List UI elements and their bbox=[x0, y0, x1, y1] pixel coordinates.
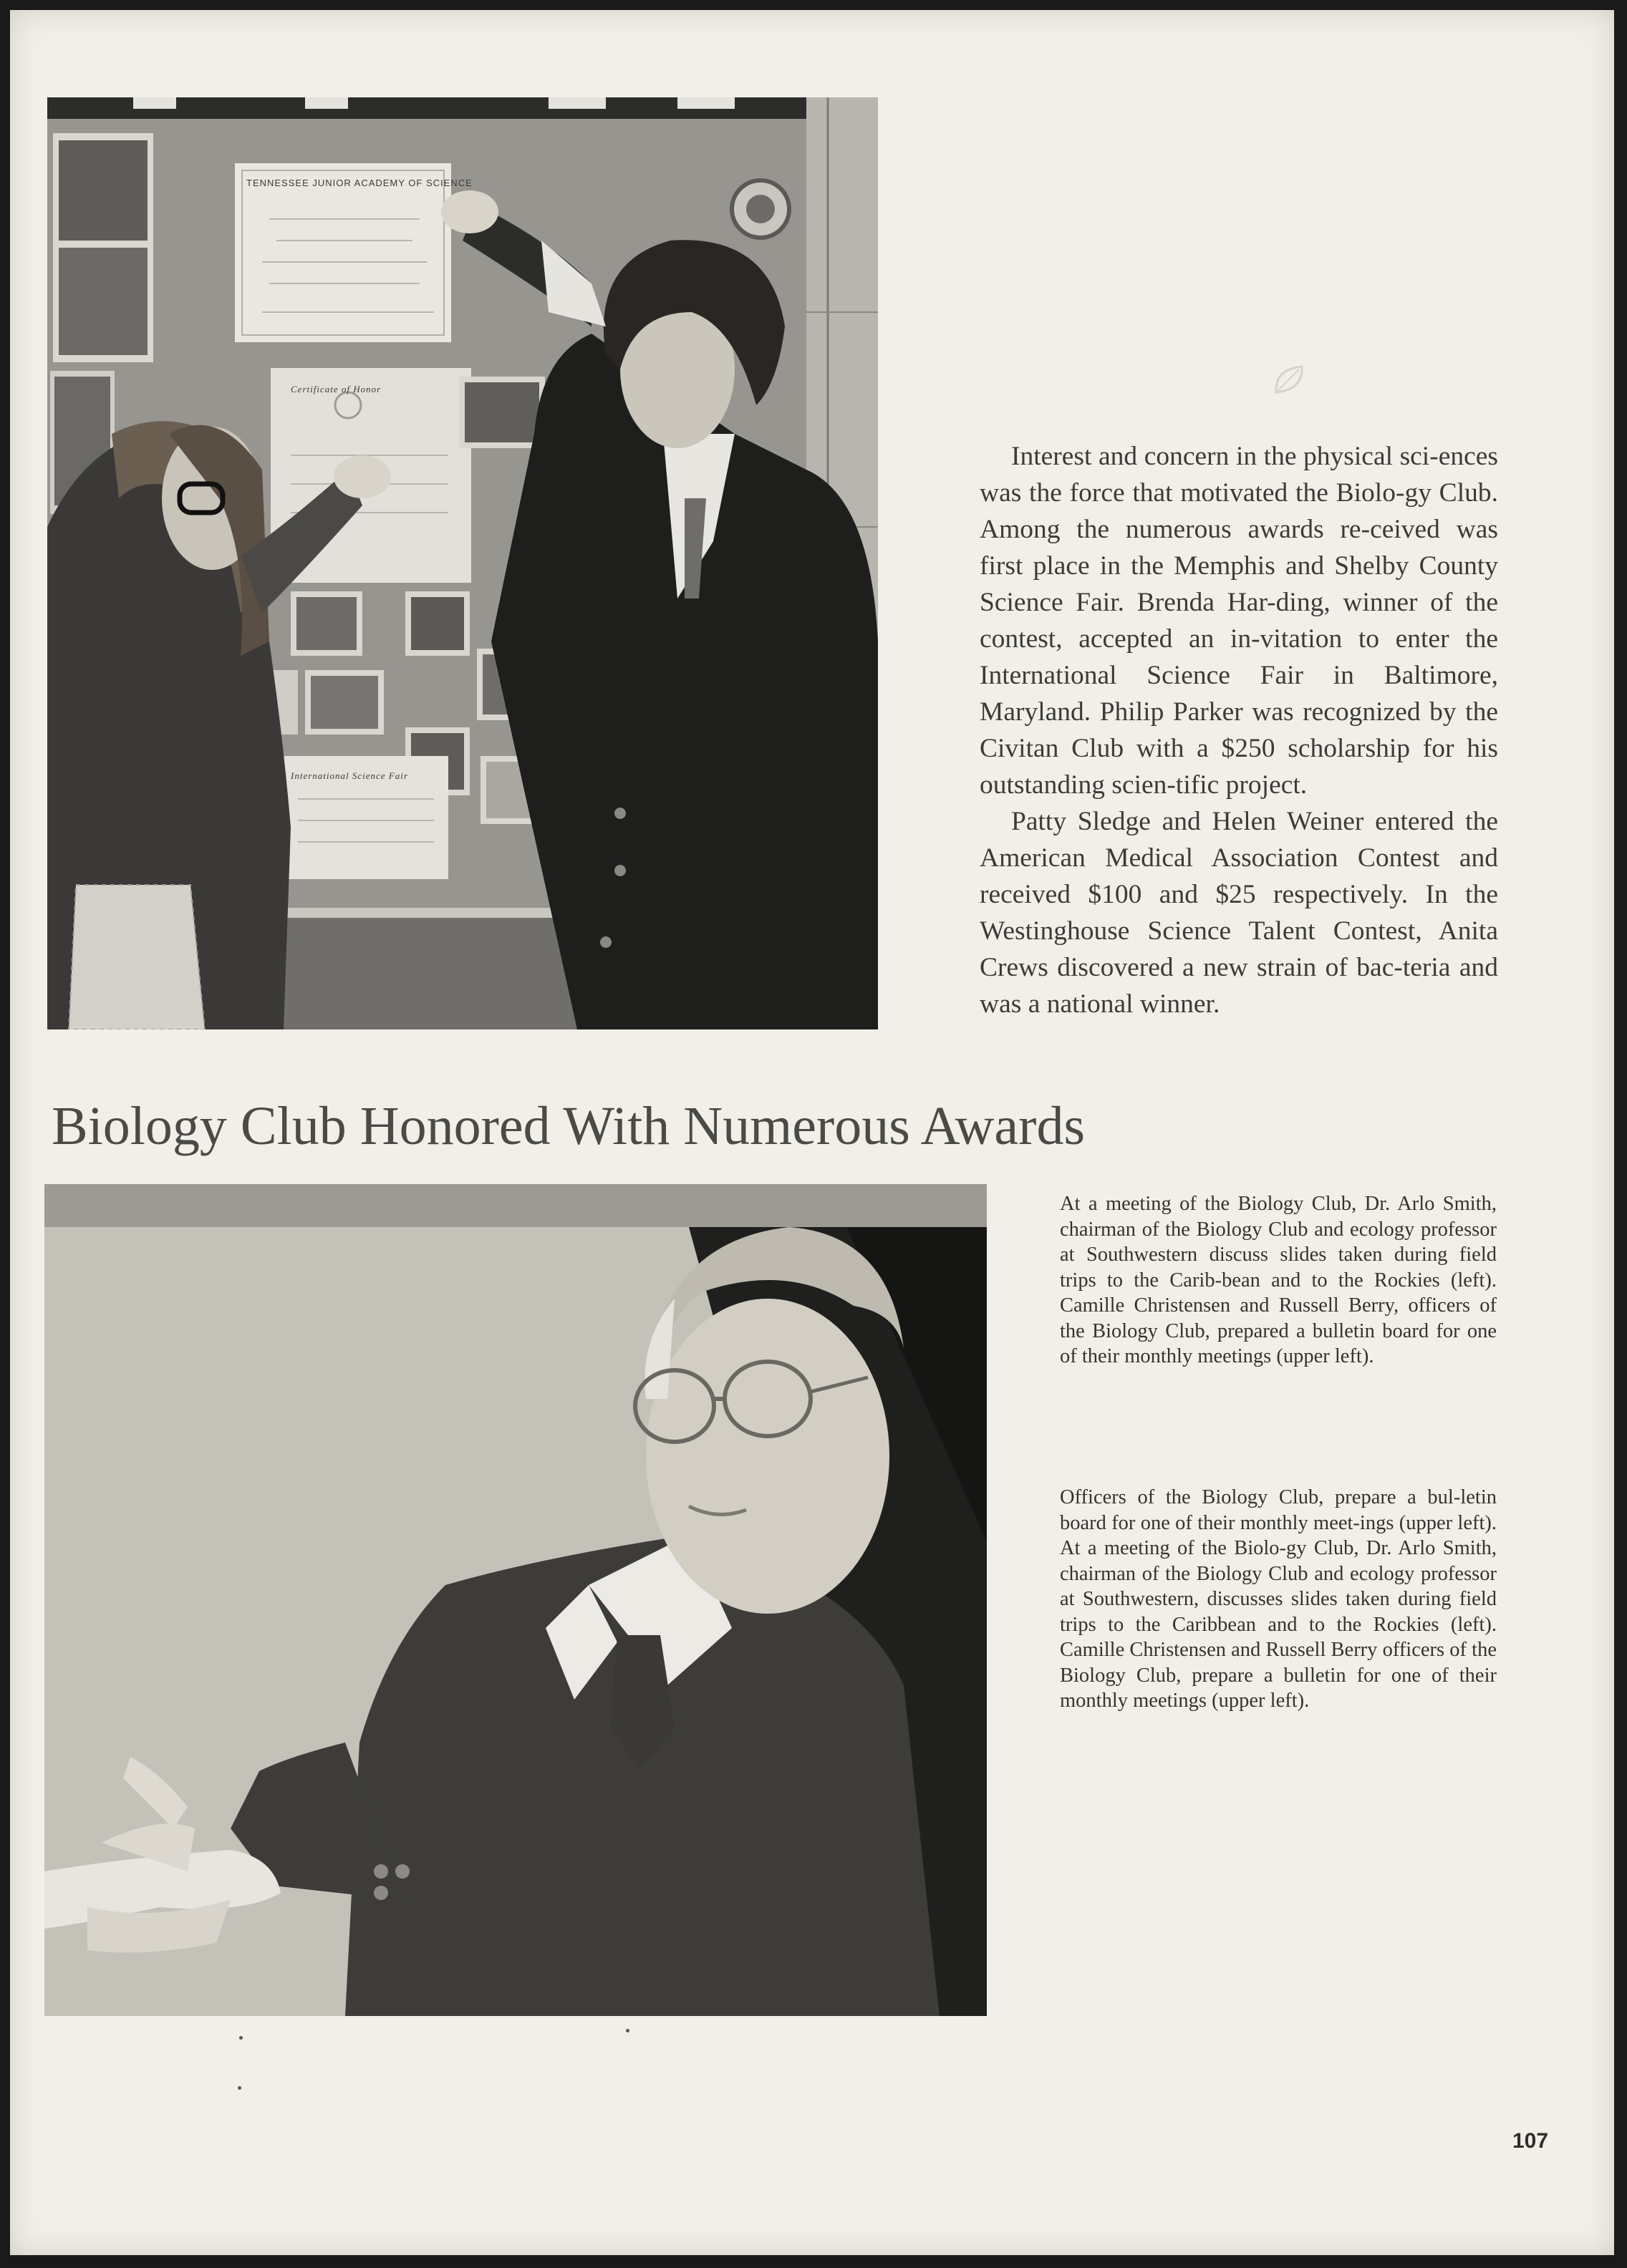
page-headline: Biology Club Honored With Numerous Awards bbox=[52, 1096, 1086, 1156]
certificate-heading: TENNESSEE JUNIOR ACADEMY OF SCIENCE bbox=[246, 178, 473, 188]
article-paragraph-2: Patty Sledge and Helen Weiner entered the American Medical Association Contest and received $100 and $25 respectively. In the Westinghouse Science Talent Contest, Anita Crews discovered a new strain of bac-teria and was a national winner. bbox=[980, 807, 1498, 1019]
print-speck bbox=[626, 2029, 629, 2032]
certificate-2-heading: Certificate of Honor bbox=[291, 384, 382, 394]
certificate-3-heading: International Science Fair bbox=[291, 770, 408, 781]
article-body bbox=[980, 438, 1498, 1022]
article-paragraph-1: Interest and concern in the physical sci-ences was the force that motivated the Biolo-gy Club. Among the numerous awards re-ceived was first place in the Memphis and Shelby County Science Fair. Brenda Har-ding, winner of the contest, accepted an in-vitation to enter the International Science Fair in Baltimore, Maryland. Philip Parker was recognized by the Civitan Club with a $250 scholarship for his outstanding scien-tific project. bbox=[980, 442, 1498, 800]
photo-caption-2: Officers of the Biology Club, prepare a bul-letin board for one of their monthly meet-ings (upper left). At a meeting of the Biolo-gy Club, Dr. Arlo Smith, chairman of the Biology Club and ecology professor at Southwestern, discusses slides taken during field trips to the Caribbean and to the Rockies (left). Camille Christensen and Russell Berry officers of the Biology Club, prepare a bulletin for one of their monthly meetings (upper left). bbox=[1060, 1486, 1497, 1712]
photo-caption-1: At a meeting of the Biology Club, Dr. Arlo Smith, chairman of the Biology Club and ecology professor at Southwestern discuss slides taken during field trips to the Carib-bean and to the Rockies (left). Camille Christensen and Russell Berry, officers of the Biology Club, prepared a bulletin board for one of their monthly meetings (upper left). bbox=[1060, 1193, 1497, 1367]
professor-photo-art bbox=[44, 1184, 987, 2016]
print-speck bbox=[239, 2036, 243, 2040]
bulletin-board-photo bbox=[47, 97, 878, 1029]
print-speck bbox=[238, 2086, 241, 2090]
bulletin-board-photo-art bbox=[47, 97, 878, 1029]
page-number: 107 bbox=[1512, 2129, 1549, 2153]
yearbook-page bbox=[10, 10, 1614, 2255]
leaf-icon bbox=[1270, 361, 1308, 398]
professor-photo bbox=[44, 1184, 987, 2016]
